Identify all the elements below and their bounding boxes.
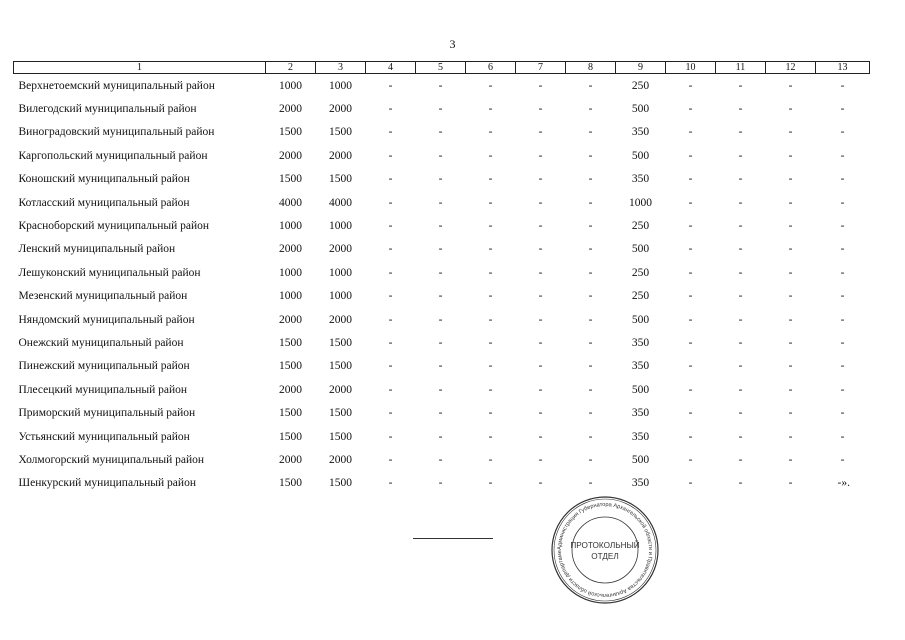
value-cell-col9: 500	[631, 243, 650, 256]
table-row	[14, 168, 870, 191]
table-row	[14, 472, 870, 495]
value-cell-col3: 1500	[329, 360, 352, 373]
signature-line	[413, 538, 493, 539]
value-cell-col2: 1500	[279, 173, 302, 186]
value-cell-col10: -	[688, 126, 693, 139]
value-cell-col5: -	[438, 126, 443, 139]
value-cell-col2: 1000	[279, 290, 302, 303]
value-cell-col13: -	[840, 360, 845, 373]
value-cell-col6: -	[488, 103, 493, 116]
table-row	[14, 261, 870, 284]
value-cell-col8: -	[588, 126, 593, 139]
table-row	[14, 285, 870, 308]
value-cell-col10: -	[688, 360, 693, 373]
value-cell-col4: -	[388, 126, 393, 139]
value-cell-col6: -	[488, 453, 493, 466]
value-cell-col6: -	[488, 196, 493, 209]
value-cell-col6: -	[488, 266, 493, 279]
value-cell-col10: -	[688, 290, 693, 303]
value-cell-col10: -	[688, 266, 693, 279]
value-cell-col8: -	[588, 477, 593, 490]
value-cell-col9: 350	[631, 430, 650, 443]
value-cell-col5: -	[438, 196, 443, 209]
value-cell-col10: -	[688, 149, 693, 162]
value-cell-col8: -	[588, 383, 593, 396]
value-cell-col2: 1000	[279, 266, 302, 279]
value-cell-col13: -	[840, 149, 845, 162]
value-cell-col6: -	[488, 383, 493, 396]
table-row	[14, 425, 870, 448]
value-cell-col4: -	[388, 407, 393, 420]
value-cell-col5: -	[438, 173, 443, 186]
table-row	[14, 238, 870, 261]
value-cell-col10: -	[688, 79, 693, 92]
column-header-11: 11	[716, 62, 766, 74]
value-cell-col10: -	[688, 220, 693, 233]
value-cell-col7: -	[538, 430, 543, 443]
value-cell-col12: -	[788, 383, 793, 396]
value-cell-col5: -	[438, 290, 443, 303]
value-cell-col12: -	[788, 430, 793, 443]
value-cell-col12: -	[788, 477, 793, 490]
value-cell-col9: 500	[631, 149, 650, 162]
value-cell-col12: -	[788, 290, 793, 303]
stamp-ring-text: Администрация Губернатора Архангельской области и Правительства Архангельской области департаме	[556, 501, 654, 599]
table-header	[14, 62, 870, 74]
value-cell-col10: -	[688, 313, 693, 326]
district-name-cell: Верхнетоемский муниципальный район	[18, 79, 215, 92]
value-cell-col11: -	[738, 313, 743, 326]
value-cell-col4: -	[388, 383, 393, 396]
value-cell-col5: -	[438, 360, 443, 373]
value-cell-col11: -	[738, 336, 743, 349]
value-cell-col7: -	[538, 149, 543, 162]
column-header-12: 12	[766, 62, 816, 74]
value-cell-col3: 1500	[329, 336, 352, 349]
value-cell-col12: -	[788, 313, 793, 326]
district-name-cell: Онежский муниципальный район	[18, 336, 184, 349]
value-cell-col8: -	[588, 266, 593, 279]
value-cell-col6: -	[488, 407, 493, 420]
value-cell-col11: -	[738, 220, 743, 233]
district-name-cell: Мезенский муниципальный район	[18, 290, 188, 303]
value-cell-col2: 1000	[279, 220, 302, 233]
value-cell-col2: 1500	[279, 407, 302, 420]
value-cell-col6: -	[488, 313, 493, 326]
district-name-cell: Ленский муниципальный район	[18, 243, 176, 256]
table-row	[14, 308, 870, 331]
value-cell-col4: -	[388, 336, 393, 349]
value-cell-col6: -	[488, 336, 493, 349]
value-cell-col7: -	[538, 407, 543, 420]
value-cell-col5: -	[438, 383, 443, 396]
value-cell-col7: -	[538, 360, 543, 373]
value-cell-col3: 1500	[329, 126, 352, 139]
value-cell-col2: 2000	[279, 243, 302, 256]
value-cell-col11: -	[738, 243, 743, 256]
value-cell-col4: -	[388, 103, 393, 116]
value-cell-col7: -	[538, 336, 543, 349]
value-cell-col3: 2000	[329, 149, 352, 162]
value-cell-col8: -	[588, 430, 593, 443]
page-number: 3	[449, 37, 456, 51]
district-name-cell: Каргопольский муниципальный район	[18, 149, 208, 162]
value-cell-col10: -	[688, 383, 693, 396]
value-cell-col13: -	[840, 336, 845, 349]
value-cell-col4: -	[388, 313, 393, 326]
column-header-9: 9	[616, 62, 666, 74]
header-row	[14, 62, 870, 74]
value-cell-col7: -	[538, 173, 543, 186]
value-cell-col10: -	[688, 173, 693, 186]
value-cell-col10: -	[688, 477, 693, 490]
value-cell-col12: -	[788, 79, 793, 92]
value-cell-col9: 250	[631, 220, 650, 233]
value-cell-col11: -	[738, 383, 743, 396]
table-row	[14, 378, 870, 401]
value-cell-col3: 1500	[329, 407, 352, 420]
value-cell-col13: -	[840, 79, 845, 92]
value-cell-col4: -	[388, 243, 393, 256]
value-cell-col13: -	[840, 173, 845, 186]
district-name-cell: Шенкурский муниципальный район	[18, 477, 196, 490]
district-name-cell: Плесецкий муниципальный район	[18, 383, 188, 396]
value-cell-col13: -	[840, 290, 845, 303]
value-cell-col5: -	[438, 407, 443, 420]
value-cell-col12: -	[788, 103, 793, 116]
value-cell-col3: 1000	[329, 220, 352, 233]
column-header-3: 3	[316, 62, 366, 74]
district-name-cell: Коношский муниципальный район	[18, 173, 190, 186]
district-name-cell: Котласский муниципальный район	[18, 196, 190, 209]
table-row	[14, 355, 870, 378]
value-cell-col8: -	[588, 290, 593, 303]
value-cell-col9: 350	[631, 336, 650, 349]
table-row	[14, 214, 870, 237]
value-cell-col12: -	[788, 196, 793, 209]
value-cell-col11: -	[738, 266, 743, 279]
value-cell-col11: -	[738, 173, 743, 186]
value-cell-col3: 2000	[329, 313, 352, 326]
value-cell-col13: -	[840, 407, 845, 420]
value-cell-col6: -	[488, 79, 493, 92]
value-cell-col4: -	[388, 360, 393, 373]
column-header-13: 13	[816, 62, 870, 74]
value-cell-col3: 4000	[329, 196, 352, 209]
column-header-2: 2	[266, 62, 316, 74]
table-body	[14, 74, 870, 496]
value-cell-col12: -	[788, 453, 793, 466]
table-row	[14, 97, 870, 120]
table-row	[14, 448, 870, 471]
value-cell-col9: 250	[631, 266, 650, 279]
value-cell-col4: -	[388, 290, 393, 303]
value-cell-col11: -	[738, 360, 743, 373]
district-name-cell: Вилегодский муниципальный район	[18, 103, 197, 116]
value-cell-col5: -	[438, 103, 443, 116]
value-cell-col7: -	[538, 383, 543, 396]
value-cell-col2: 1500	[279, 360, 302, 373]
value-cell-col9: 250	[631, 290, 650, 303]
value-cell-col5: -	[438, 243, 443, 256]
value-cell-col9: 500	[631, 313, 650, 326]
district-name-cell: Устьянский муниципальный район	[18, 430, 190, 443]
district-name-cell: Виноградовский муниципальный район	[18, 126, 215, 139]
value-cell-col12: -	[788, 407, 793, 420]
value-cell-col2: 2000	[279, 313, 302, 326]
value-cell-col10: -	[688, 336, 693, 349]
value-cell-col11: -	[738, 126, 743, 139]
value-cell-col3: 1500	[329, 173, 352, 186]
value-cell-col2: 2000	[279, 103, 302, 116]
value-cell-col13: -	[840, 243, 845, 256]
value-cell-col7: -	[538, 266, 543, 279]
value-cell-col4: -	[388, 453, 393, 466]
value-cell-col6: -	[488, 220, 493, 233]
value-cell-col12: -	[788, 360, 793, 373]
value-cell-col3: 2000	[329, 453, 352, 466]
value-cell-col10: -	[688, 453, 693, 466]
district-name-cell: Приморский муниципальный район	[18, 407, 196, 420]
value-cell-col12: -	[788, 220, 793, 233]
value-cell-col6: -	[488, 477, 493, 490]
value-cell-col3: 2000	[329, 383, 352, 396]
value-cell-col9: 350	[631, 173, 650, 186]
value-cell-col6: -	[488, 360, 493, 373]
value-cell-col10: -	[688, 430, 693, 443]
value-cell-col9: 350	[631, 126, 650, 139]
value-cell-col4: -	[388, 266, 393, 279]
value-cell-col13: -	[840, 126, 845, 139]
table-row	[14, 331, 870, 354]
value-cell-col13: -	[840, 103, 845, 116]
value-cell-col8: -	[588, 173, 593, 186]
stamp-center-line2: ОТДЕЛ	[591, 552, 619, 561]
value-cell-col9: 350	[631, 360, 650, 373]
value-cell-col13: -	[840, 266, 845, 279]
value-cell-col12: -	[788, 126, 793, 139]
value-cell-col9: 500	[631, 103, 650, 116]
value-cell-col8: -	[588, 149, 593, 162]
value-cell-col3: 1000	[329, 266, 352, 279]
value-cell-col8: -	[588, 220, 593, 233]
value-cell-col11: -	[738, 477, 743, 490]
value-cell-col5: -	[438, 220, 443, 233]
value-cell-col5: -	[438, 477, 443, 490]
column-header-7: 7	[516, 62, 566, 74]
value-cell-col6: -	[488, 173, 493, 186]
value-cell-col9: 500	[631, 383, 650, 396]
value-cell-col7: -	[538, 126, 543, 139]
value-cell-col6: -	[488, 430, 493, 443]
value-cell-col5: -	[438, 453, 443, 466]
value-cell-col5: -	[438, 336, 443, 349]
value-cell-col7: -	[538, 79, 543, 92]
value-cell-col3: 1000	[329, 79, 352, 92]
district-name-cell: Няндомский муниципальный район	[18, 313, 195, 326]
value-cell-col4: -	[388, 196, 393, 209]
allocation-table	[13, 61, 870, 495]
value-cell-col9: 350	[631, 407, 650, 420]
stamp-center-line1: ПРОТОКОЛЬНЫЙ	[570, 541, 640, 550]
value-cell-col13: -	[840, 313, 845, 326]
value-cell-col2: 1000	[279, 79, 302, 92]
official-stamp	[550, 495, 660, 605]
value-cell-col12: -	[788, 149, 793, 162]
value-cell-col2: 2000	[279, 383, 302, 396]
column-header-8: 8	[566, 62, 616, 74]
district-name-cell: Лешуконский муниципальный район	[18, 266, 201, 279]
value-cell-col13: -	[840, 220, 845, 233]
value-cell-col7: -	[538, 220, 543, 233]
value-cell-col8: -	[588, 243, 593, 256]
value-cell-col3: 1500	[329, 477, 352, 490]
value-cell-col5: -	[438, 79, 443, 92]
district-name-cell: Пинежский муниципальный район	[18, 360, 190, 373]
district-name-cell: Холмогорский муниципальный район	[18, 453, 205, 466]
table-row	[14, 144, 870, 167]
district-name-cell: Красноборский муниципальный район	[18, 220, 210, 233]
value-cell-col12: -	[788, 336, 793, 349]
value-cell-col13: -».	[837, 477, 850, 490]
value-cell-col9: 500	[631, 453, 650, 466]
value-cell-col8: -	[588, 407, 593, 420]
value-cell-col4: -	[388, 430, 393, 443]
value-cell-col9: 1000	[629, 196, 652, 209]
value-cell-col2: 1500	[279, 477, 302, 490]
value-cell-col8: -	[588, 336, 593, 349]
table-row	[14, 191, 870, 214]
value-cell-col2: 2000	[279, 453, 302, 466]
value-cell-col13: -	[840, 430, 845, 443]
value-cell-col7: -	[538, 313, 543, 326]
value-cell-col2: 1500	[279, 336, 302, 349]
value-cell-col11: -	[738, 430, 743, 443]
table-row	[14, 401, 870, 424]
value-cell-col5: -	[438, 313, 443, 326]
column-header-1: 1	[14, 62, 266, 74]
value-cell-col11: -	[738, 149, 743, 162]
value-cell-col8: -	[588, 196, 593, 209]
value-cell-col7: -	[538, 290, 543, 303]
value-cell-col11: -	[738, 407, 743, 420]
value-cell-col13: -	[840, 453, 845, 466]
value-cell-col12: -	[788, 266, 793, 279]
value-cell-col4: -	[388, 79, 393, 92]
table-row	[14, 121, 870, 144]
value-cell-col7: -	[538, 196, 543, 209]
value-cell-col11: -	[738, 453, 743, 466]
value-cell-col10: -	[688, 196, 693, 209]
value-cell-col7: -	[538, 453, 543, 466]
value-cell-col3: 1000	[329, 290, 352, 303]
value-cell-col11: -	[738, 103, 743, 116]
value-cell-col3: 2000	[329, 243, 352, 256]
value-cell-col11: -	[738, 79, 743, 92]
value-cell-col11: -	[738, 196, 743, 209]
value-cell-col5: -	[438, 266, 443, 279]
value-cell-col4: -	[388, 477, 393, 490]
value-cell-col3: 1500	[329, 430, 352, 443]
value-cell-col10: -	[688, 243, 693, 256]
value-cell-col4: -	[388, 220, 393, 233]
value-cell-col13: -	[840, 383, 845, 396]
value-cell-col2: 1500	[279, 126, 302, 139]
value-cell-col3: 2000	[329, 103, 352, 116]
value-cell-col12: -	[788, 173, 793, 186]
value-cell-col8: -	[588, 103, 593, 116]
table-row	[14, 74, 870, 98]
value-cell-col2: 1500	[279, 430, 302, 443]
value-cell-col13: -	[840, 196, 845, 209]
value-cell-col2: 2000	[279, 149, 302, 162]
value-cell-col4: -	[388, 173, 393, 186]
column-header-4: 4	[366, 62, 416, 74]
value-cell-col5: -	[438, 430, 443, 443]
value-cell-col10: -	[688, 103, 693, 116]
value-cell-col7: -	[538, 477, 543, 490]
value-cell-col2: 4000	[279, 196, 302, 209]
value-cell-col11: -	[738, 290, 743, 303]
value-cell-col8: -	[588, 79, 593, 92]
column-header-6: 6	[466, 62, 516, 74]
value-cell-col7: -	[538, 243, 543, 256]
value-cell-col6: -	[488, 243, 493, 256]
value-cell-col4: -	[388, 149, 393, 162]
value-cell-col8: -	[588, 360, 593, 373]
value-cell-col10: -	[688, 407, 693, 420]
value-cell-col8: -	[588, 453, 593, 466]
column-header-5: 5	[416, 62, 466, 74]
value-cell-col5: -	[438, 149, 443, 162]
value-cell-col7: -	[538, 103, 543, 116]
value-cell-col9: 350	[631, 477, 650, 490]
value-cell-col6: -	[488, 126, 493, 139]
column-header-10: 10	[666, 62, 716, 74]
value-cell-col6: -	[488, 149, 493, 162]
value-cell-col8: -	[588, 313, 593, 326]
value-cell-col9: 250	[631, 79, 650, 92]
value-cell-col12: -	[788, 243, 793, 256]
value-cell-col6: -	[488, 290, 493, 303]
